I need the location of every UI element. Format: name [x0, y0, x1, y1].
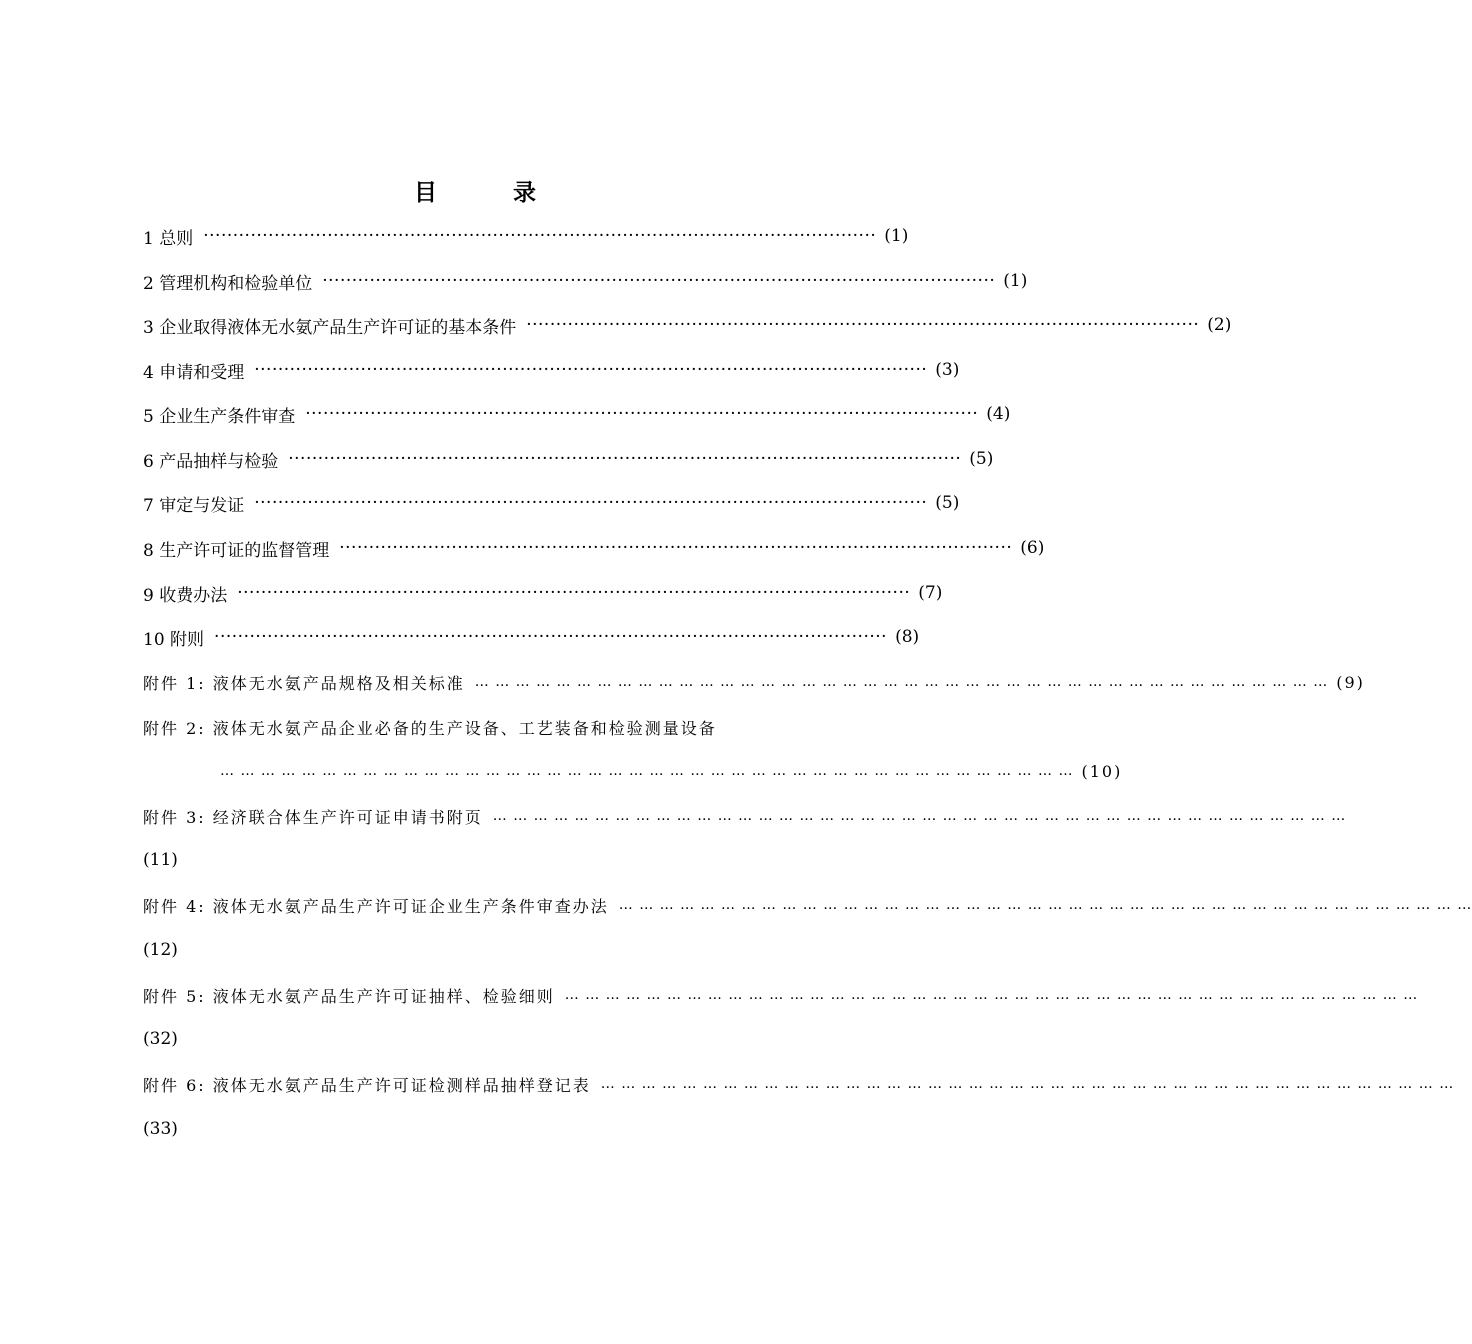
- toc-title: 目 录: [413, 180, 570, 206]
- toc-attachment[interactable]: [143, 713, 803, 741]
- leader-ellipsis: … … … … … … … … … … … … … … … … … … … … … … … … … … … … … … … … … … … … … … … … … …: [564, 987, 1419, 1003]
- toc-attachment-label: 附件 1: 液体无水氨产品规格及相关标准: [143, 673, 465, 693]
- toc-attachment-label: 附件 2: 液体无水氨产品企业必备的生产设备、工艺装备和检验测量设备: [143, 718, 717, 738]
- leader-dots: ··················································································································: [254, 360, 928, 380]
- toc-attachment[interactable]: [143, 981, 1419, 1009]
- toc-entry[interactable]: [143, 534, 1045, 562]
- toc-entry-page: (8): [895, 627, 920, 647]
- toc-entry-page: (1): [1003, 271, 1028, 291]
- toc-attachment-label: 附件 3: 经济联合体生产许可证申请书附页: [143, 807, 483, 827]
- leader-ellipsis: … … … … … … … … … … … … … … … … … … … … … … … … … … … … … … … … … … … … … … … … … …: [618, 897, 1472, 913]
- leader-dots: ··················································································································: [526, 315, 1200, 335]
- toc-entry[interactable]: [143, 356, 960, 384]
- toc-attachment-label: 附件 5: 液体无水氨产品生产许可证抽样、检验细则: [143, 986, 555, 1006]
- toc-entry-label: 7 审定与发证: [143, 495, 245, 516]
- leader-dots: ··················································································································: [322, 271, 996, 291]
- toc-entry-label: 10 附则: [143, 629, 205, 650]
- toc-attachment-page: (12): [143, 940, 178, 960]
- leader-dots: ··················································································································: [339, 538, 1013, 558]
- toc-entry-label: 4 申请和受理: [143, 362, 245, 383]
- toc-entry-page: (4): [986, 404, 1011, 424]
- toc-entry[interactable]: [143, 445, 994, 473]
- leader-dots: ··················································································································: [237, 583, 911, 603]
- toc-entry-label: 8 生产许可证的监督管理: [143, 540, 330, 561]
- toc-entry[interactable]: [143, 489, 960, 517]
- toc-entry-label: 9 收费办法: [143, 585, 228, 606]
- toc-entry-page: (5): [969, 449, 994, 469]
- toc-entry-label: 3 企业取得液体无水氨产品生产许可证的基本条件: [143, 317, 517, 338]
- toc-attachment-label: 附件 6: 液体无水氨产品生产许可证检测样品抽样登记表: [143, 1075, 591, 1095]
- toc-attachment-page: (9): [1336, 672, 1365, 692]
- toc-entry-page: (1): [884, 226, 909, 246]
- toc-entry-page: (5): [935, 493, 960, 513]
- toc-entry[interactable]: [143, 579, 943, 607]
- toc-attachment-page: (10): [1081, 761, 1123, 781]
- toc-entry-page: (7): [918, 583, 943, 603]
- toc-entry-page: (3): [935, 360, 960, 380]
- toc-attachment-page: (33): [143, 1119, 178, 1139]
- leader-dots: ··················································································································: [288, 449, 962, 469]
- leader-ellipsis: … … … … … … … … … … … … … … … … … … … … … … … … … … … … … … … … … … … … … … … … … …: [492, 808, 1347, 824]
- toc-entry-label: 6 产品抽样与检验: [143, 451, 279, 472]
- toc-attachment-continuation[interactable]: [220, 757, 1123, 785]
- toc-attachment[interactable]: [143, 802, 1347, 830]
- toc-entry[interactable]: [143, 623, 920, 651]
- leader-dots: ··················································································································: [203, 226, 877, 246]
- toc-entry[interactable]: [143, 267, 1028, 295]
- toc-attachment[interactable]: [143, 668, 1365, 696]
- toc-attachment[interactable]: [143, 1070, 1455, 1098]
- leader-dots: ··················································································································: [305, 404, 979, 424]
- toc-entry-label: 1 总则: [143, 228, 194, 249]
- toc-entry-page: (6): [1020, 538, 1045, 558]
- toc-entry[interactable]: [143, 400, 1011, 428]
- toc-entry[interactable]: [143, 311, 1232, 339]
- toc-entry[interactable]: [143, 222, 909, 250]
- leader-dots: ··················································································································: [214, 627, 888, 647]
- toc-attachment-label: 附件 4: 液体无水氨产品生产许可证企业生产条件审查办法: [143, 896, 609, 916]
- leader-ellipsis: … … … … … … … … … … … … … … … … … … … … … … … … … … … … … … … … … … … … … … … … … …: [474, 674, 1329, 690]
- toc-entry-label: 5 企业生产条件审查: [143, 406, 296, 427]
- toc-entry-label: 2 管理机构和检验单位: [143, 273, 313, 294]
- leader-ellipsis: … … … … … … … … … … … … … … … … … … … … … … … … … … … … … … … … … … … … … … … … … …: [220, 763, 1074, 779]
- toc-attachment-page: (11): [143, 850, 178, 870]
- toc-attachment[interactable]: [143, 891, 1472, 919]
- leader-ellipsis: … … … … … … … … … … … … … … … … … … … … … … … … … … … … … … … … … … … … … … … … … …: [600, 1076, 1455, 1092]
- toc-attachment-page: (32): [143, 1029, 178, 1049]
- toc-entry-page: (2): [1207, 315, 1232, 335]
- leader-dots: ··················································································································: [254, 493, 928, 513]
